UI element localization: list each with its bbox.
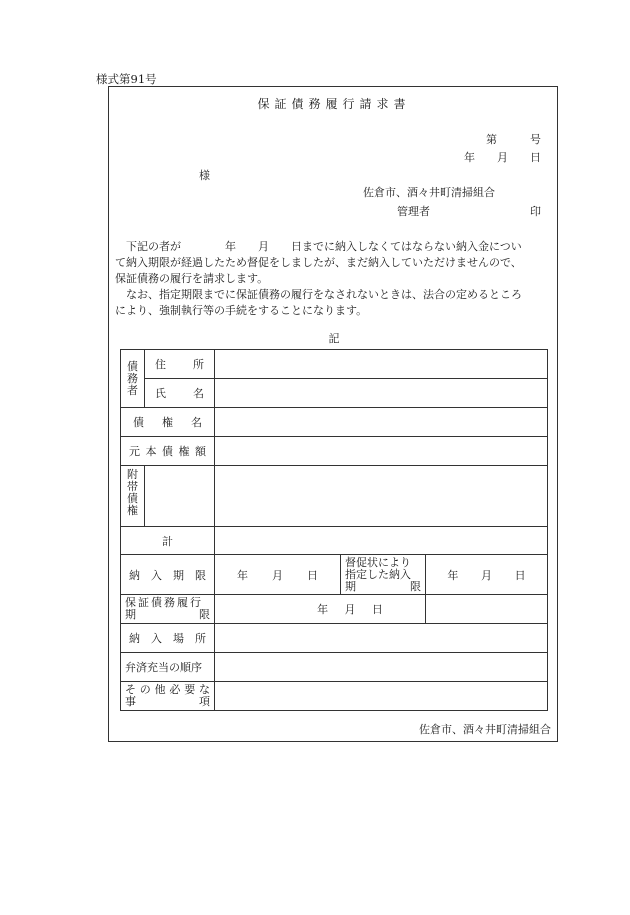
total-field[interactable] <box>215 527 548 555</box>
table-row <box>121 527 548 555</box>
designated-deadline-label: 督促状により 指定した納入 期 限 <box>341 555 426 595</box>
body-line: により、強制執行等の手続をすることになります。 <box>115 304 368 317</box>
principal-amount-label: 元 本 債 権 額 <box>121 437 215 466</box>
table-row <box>121 682 548 711</box>
table-row <box>121 408 548 437</box>
addressee-suffix: 様 <box>199 169 210 182</box>
body-line: なお、指定期限までに保証債務の履行をなされないときは、法合の定めるところ <box>115 288 522 301</box>
issuer-organization: 佐倉市、酒々井町清掃組合 <box>363 186 495 199</box>
address-label: 住 所 <box>145 350 215 379</box>
repayment-order-field[interactable] <box>215 653 548 682</box>
table-row <box>121 466 548 527</box>
claim-name-label: 債 権 名 <box>121 408 215 437</box>
table-row <box>121 555 548 595</box>
claim-name-field[interactable] <box>215 408 548 437</box>
seal-mark: 印 <box>530 205 541 218</box>
attached-claim-field[interactable] <box>215 466 548 527</box>
total-label: 計 <box>121 527 215 555</box>
table-row <box>121 350 548 379</box>
table-row <box>121 653 548 682</box>
payment-deadline-label: 納 入 期 限 <box>121 555 215 595</box>
document-number: 第 号 <box>486 133 541 146</box>
issuer-title: 管理者 <box>397 205 430 218</box>
payment-deadline-date[interactable]: 年 月 日 <box>215 555 341 595</box>
body-line: 下記の者が 年 月 日までに納入しなくてはならない納入金につい <box>115 240 522 253</box>
form-number-label: 様式第91号 <box>96 72 157 86</box>
body-line: 保証債務の履行を請求します。 <box>115 272 269 285</box>
document-title: 保証債務履行請求書 <box>257 97 411 111</box>
attached-claim-label: 附 帯 債 権 <box>121 466 145 527</box>
payment-place-label: 納 入 場 所 <box>121 624 215 653</box>
document-frame <box>108 86 558 742</box>
body-line: て納入期限が経過したため督促をしましたが、まだ納入していただけませんので、 <box>115 256 522 269</box>
name-label: 氏 名 <box>145 379 215 408</box>
ki-heading: 記 <box>328 332 340 345</box>
table-row <box>121 624 548 653</box>
other-matters-label: そ の 他 必 要 な 事 項 <box>121 682 215 711</box>
request-body <box>115 239 555 319</box>
table-row <box>121 437 548 466</box>
footer-organization: 佐倉市、酒々井町清掃組合 <box>419 723 551 736</box>
table-row <box>121 595 548 624</box>
details-table <box>120 349 548 711</box>
other-matters-field[interactable] <box>215 682 548 711</box>
guarantee-deadline-label: 保証債務履行 期 限 <box>121 595 215 624</box>
debtor-group-label: 債 務 者 <box>121 350 145 408</box>
payment-place-field[interactable] <box>215 624 548 653</box>
principal-amount-field[interactable] <box>215 437 548 466</box>
table-row <box>121 379 548 408</box>
name-field[interactable] <box>215 379 548 408</box>
attached-claim-subfield[interactable] <box>145 466 215 527</box>
designated-deadline-date[interactable]: 年 月 日 <box>426 555 548 595</box>
guarantee-deadline-date[interactable]: 年 月 日 <box>215 595 426 624</box>
guarantee-deadline-extra[interactable] <box>426 595 548 624</box>
repayment-order-label: 弁済充当の順序 <box>121 653 215 682</box>
issue-date: 年 月 日 <box>464 151 541 164</box>
address-field[interactable] <box>215 350 548 379</box>
